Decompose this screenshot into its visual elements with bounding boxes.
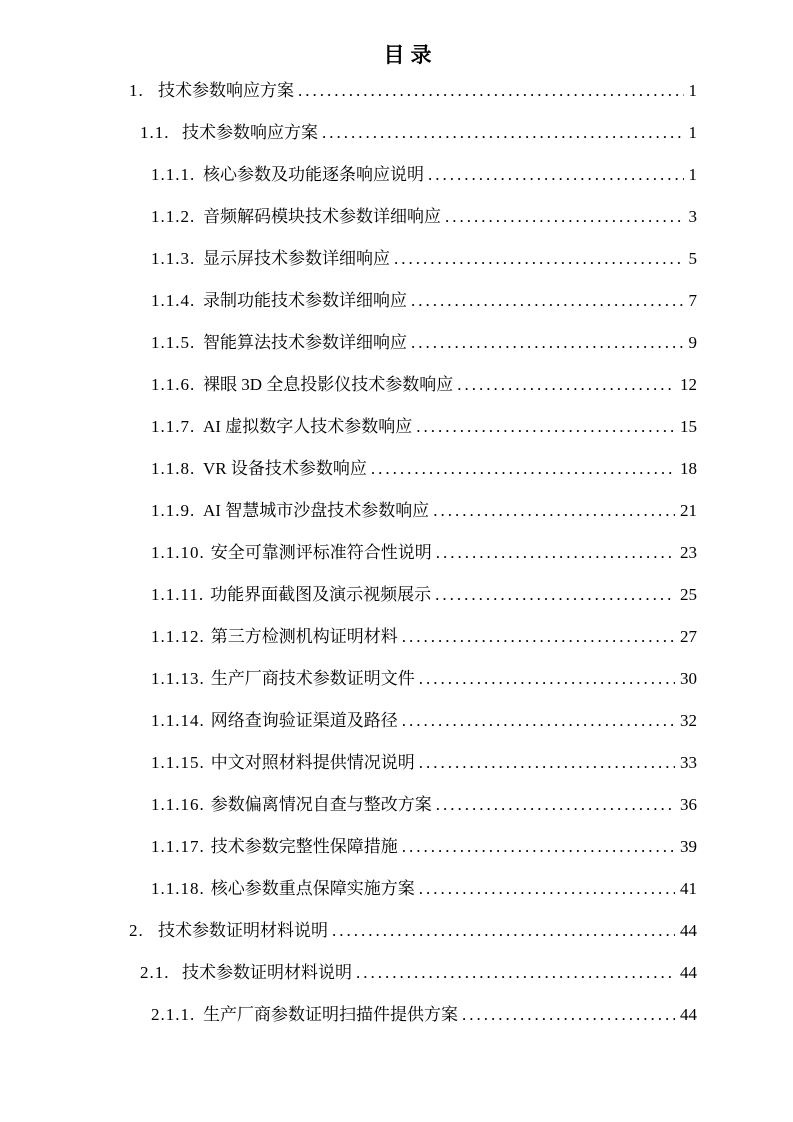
toc-leader-dots	[402, 700, 675, 742]
toc-entry-label: 技术参数响应方案	[182, 123, 318, 142]
toc-entry-number: 2.1.1.	[151, 1005, 196, 1024]
toc-entry-number: 1.1.12.	[151, 627, 205, 646]
toc-entry-page: 36	[680, 795, 697, 814]
toc-entry-label: 核心参数重点保障实施方案	[210, 879, 415, 898]
toc-leader-dots	[428, 154, 684, 196]
toc-entry-label: 录制功能技术参数详细响应	[203, 291, 407, 310]
toc-entry-label: 智能算法技术参数详细响应	[203, 333, 407, 352]
toc-entry-label: 核心参数及功能逐条响应说明	[203, 165, 424, 184]
toc-entry-number: 1.1.14.	[151, 711, 205, 730]
toc-entry-page: 41	[680, 879, 697, 898]
toc-entry-page: 3	[688, 207, 697, 226]
toc-entry-page: 12	[680, 375, 697, 394]
toc-entry-page: 9	[688, 333, 697, 352]
toc-leader-dots	[462, 994, 675, 1036]
toc-entry-label: 技术参数响应方案	[158, 81, 294, 100]
toc-entry-label: VR 设备技术参数响应	[203, 459, 367, 478]
toc-entry[interactable]	[0, 910, 793, 952]
toc-entry[interactable]	[0, 616, 793, 658]
toc-leader-dots	[322, 112, 684, 154]
toc-entry[interactable]	[0, 658, 793, 700]
toc-entry-label: 中文对照材料提供情况说明	[210, 753, 415, 772]
toc-entry-label: 第三方检测机构证明材料	[210, 627, 398, 646]
toc-leader-dots	[436, 532, 675, 574]
toc-entry-number: 1.1.1.	[151, 165, 196, 184]
toc-leader-dots	[419, 742, 675, 784]
toc-leader-dots	[411, 322, 684, 364]
toc-leader-dots	[457, 364, 675, 406]
toc-entry-number: 1.1.18.	[151, 879, 205, 898]
toc-leader-dots	[356, 952, 675, 994]
toc-entry-page: 21	[680, 501, 697, 520]
toc-entry-page: 7	[688, 291, 697, 310]
toc-leader-dots	[402, 616, 675, 658]
toc-entry-page: 44	[680, 963, 697, 982]
toc-entry-page: 27	[680, 627, 697, 646]
toc-entry-number: 1.1.10.	[151, 543, 205, 562]
toc-entry-number: 2.	[129, 921, 144, 940]
toc-entry-label: 技术参数完整性保障措施	[210, 837, 398, 856]
toc-entry-label: 网络查询验证渠道及路径	[210, 711, 398, 730]
toc-leader-dots	[332, 910, 675, 952]
toc-entry-number: 1.1.9.	[151, 501, 196, 520]
toc-leader-dots	[433, 490, 675, 532]
toc-entry-page: 23	[680, 543, 697, 562]
toc-entry[interactable]	[0, 700, 793, 742]
toc-entry-number: 1.1.2.	[151, 207, 196, 226]
toc-leader-dots	[436, 784, 675, 826]
toc-entry[interactable]	[0, 154, 793, 196]
toc-entry[interactable]	[0, 364, 793, 406]
toc-entry-number: 1.1.5.	[151, 333, 196, 352]
toc-leader-dots	[419, 658, 675, 700]
toc-entry-label: AI 智慧城市沙盘技术参数响应	[203, 501, 430, 520]
toc-entry-page: 44	[680, 921, 697, 940]
toc-entry-label: 功能界面截图及演示视频展示	[210, 585, 432, 604]
toc-leader-dots	[411, 280, 684, 322]
toc-entry-label: 安全可靠测评标准符合性说明	[210, 543, 432, 562]
toc-entry-number: 1.1.17.	[151, 837, 205, 856]
toc-leader-dots	[416, 406, 675, 448]
toc-entry-number: 1.1.8.	[151, 459, 196, 478]
toc-entry-page: 44	[680, 1005, 697, 1024]
toc-entry[interactable]	[0, 196, 793, 238]
toc-entry-number: 1.1.6.	[151, 375, 196, 394]
toc-entry-page: 1	[688, 81, 697, 100]
toc-entry-label: 音频解码模块技术参数详细响应	[203, 207, 441, 226]
toc-entry-page: 18	[680, 459, 697, 478]
toc-entry[interactable]	[0, 742, 793, 784]
toc-entry[interactable]	[0, 868, 793, 910]
toc-entry-page: 15	[680, 417, 697, 436]
toc-entry-number: 1.1.4.	[151, 291, 196, 310]
toc-entry-number: 1.1.	[140, 123, 170, 142]
toc-entry[interactable]	[0, 238, 793, 280]
toc-entry[interactable]	[0, 574, 793, 616]
toc-entry-page: 30	[680, 669, 697, 688]
toc-leader-dots	[298, 70, 684, 112]
toc-leader-dots	[445, 196, 684, 238]
toc-entry-number: 1.1.11.	[151, 585, 205, 604]
toc-entry-number: 2.1.	[140, 963, 170, 982]
toc-leader-dots	[419, 868, 675, 910]
toc-entry-page: 5	[688, 249, 697, 268]
toc-entry[interactable]	[0, 406, 793, 448]
toc-entry-page: 1	[688, 123, 697, 142]
toc-entry-number: 1.1.16.	[151, 795, 205, 814]
toc-entry[interactable]	[0, 112, 793, 154]
toc-entry-label: 参数偏离情况自查与整改方案	[210, 795, 432, 814]
toc-entry[interactable]	[0, 532, 793, 574]
toc-list	[0, 70, 793, 1036]
toc-entry[interactable]	[0, 784, 793, 826]
toc-entry-number: 1.1.7.	[151, 417, 196, 436]
toc-entry-number: 1.1.3.	[151, 249, 196, 268]
toc-entry[interactable]	[0, 826, 793, 868]
toc-entry[interactable]	[0, 322, 793, 364]
page-title: 目录	[383, 43, 438, 67]
toc-entry-label: 裸眼 3D 全息投影仪技术参数响应	[203, 375, 454, 394]
toc-entry-page: 39	[680, 837, 697, 856]
toc-entry[interactable]	[0, 448, 793, 490]
toc-entry-label: 显示屏技术参数详细响应	[203, 249, 390, 268]
toc-entry[interactable]	[0, 994, 793, 1036]
toc-leader-dots	[371, 448, 675, 490]
toc-entry[interactable]	[0, 70, 793, 112]
toc-entry-number: 1.1.13.	[151, 669, 205, 688]
toc-entry-page: 25	[680, 585, 697, 604]
toc-leader-dots	[435, 574, 675, 616]
toc-entry-label: 技术参数证明材料说明	[182, 963, 352, 982]
toc-entry-number: 1.1.15.	[151, 753, 205, 772]
toc-entry-page: 32	[680, 711, 697, 730]
toc-entry-page: 1	[688, 165, 697, 184]
toc-leader-dots	[394, 238, 684, 280]
toc-entry-label: 技术参数证明材料说明	[158, 921, 328, 940]
toc-entry-page: 33	[680, 753, 697, 772]
toc-entry[interactable]	[0, 280, 793, 322]
toc-entry-label: 生产厂商技术参数证明文件	[210, 669, 415, 688]
toc-entry-number: 1.	[129, 81, 144, 100]
toc-entry-label: 生产厂商参数证明扫描件提供方案	[203, 1005, 458, 1024]
toc-entry[interactable]	[0, 952, 793, 994]
toc-leader-dots	[402, 826, 675, 868]
toc-entry[interactable]	[0, 490, 793, 532]
toc-entry-label: AI 虚拟数字人技术参数响应	[203, 417, 413, 436]
